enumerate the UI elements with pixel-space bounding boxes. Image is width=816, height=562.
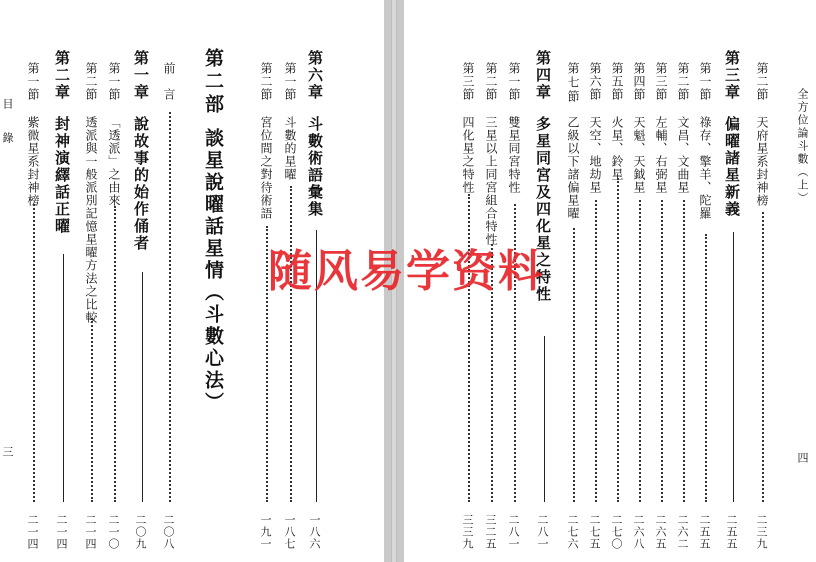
section-title: 透派與一般派別記憶星曜方法之比較 xyxy=(84,116,98,324)
page-ref: 一八七 xyxy=(283,514,296,550)
leader-dots xyxy=(114,206,116,502)
page-ref: 二五五 xyxy=(725,514,738,550)
page-ref: 二七〇 xyxy=(610,514,623,550)
left-page-number: 三 xyxy=(1,446,14,457)
section-label: 第四節 xyxy=(632,62,646,101)
leader-rule xyxy=(733,232,734,502)
toc-entry[interactable] xyxy=(27,0,43,562)
toc-entry[interactable] xyxy=(633,0,649,562)
section-title: 「透派」之由來 xyxy=(107,116,121,207)
chapter-title: 多星同宮及四化星之特性 xyxy=(534,116,552,303)
part-title: 談星說曜話星情（斗數心法） xyxy=(202,128,224,414)
watermark-text: 随风易学资料 xyxy=(268,246,544,297)
page-ref: 二〇九 xyxy=(134,514,147,550)
section-label: 第二節 xyxy=(755,62,769,101)
running-head-right: 全方位論斗數（上） xyxy=(796,88,809,205)
chapter-title: 封神演繹話正曜 xyxy=(53,116,71,235)
leader-dots xyxy=(169,112,171,502)
toc-entry[interactable] xyxy=(756,0,772,562)
toc-entry[interactable] xyxy=(589,0,605,562)
toc-entry[interactable] xyxy=(677,0,693,562)
leader-dots xyxy=(91,318,93,502)
section-title: 文昌、文曲星 xyxy=(676,116,690,194)
page-ref: 二一四 xyxy=(55,514,68,550)
section-label: 第二節 xyxy=(484,62,498,101)
toc-entry[interactable] xyxy=(724,0,744,562)
section-label: 第三節 xyxy=(654,62,668,101)
section-label: 第七節 xyxy=(566,62,580,104)
toc-entry[interactable] xyxy=(133,0,153,562)
chapter-label: 第二章 xyxy=(53,50,71,101)
section-title: 祿存、擎羊、陀羅 xyxy=(698,116,712,220)
toc-entry[interactable] xyxy=(108,0,124,562)
leader-dots xyxy=(290,186,292,502)
running-head-left-1: 目 xyxy=(1,98,14,111)
page-ref: 三二五 xyxy=(484,514,497,550)
section-title: 天魁、天鉞星 xyxy=(632,116,646,194)
section-title: 四化星之特性 xyxy=(461,116,475,194)
chapter-label: 第四章 xyxy=(534,50,552,101)
page-ref: 三三九 xyxy=(461,514,474,550)
leader-dots xyxy=(468,194,470,502)
section-label: 第三節 xyxy=(461,62,475,101)
section-title: 宮位間之對待術語 xyxy=(259,116,273,220)
page-ref: 二一四 xyxy=(84,514,97,550)
page-ref: 一八六 xyxy=(308,514,321,550)
page-ref: 二一四 xyxy=(26,514,39,550)
section-label: 第一節 xyxy=(283,62,297,101)
page-ref: 二六八 xyxy=(632,514,645,550)
page-ref: 一九一 xyxy=(259,514,272,550)
toc-entry[interactable] xyxy=(85,0,101,562)
section-label: 第二節 xyxy=(84,62,98,101)
page-ref: 二〇八 xyxy=(162,514,175,550)
leader-rule xyxy=(63,254,64,502)
page-ref: 二七五 xyxy=(588,514,601,550)
toc-entry[interactable] xyxy=(163,0,179,562)
section-title: 紫微星系封神榜 xyxy=(26,116,40,207)
page-ref: 二六二 xyxy=(676,514,689,550)
chapter-label: 第六章 xyxy=(306,50,324,101)
page-ref: 二三九 xyxy=(755,514,768,550)
section-label: 第一節 xyxy=(698,62,712,101)
section-title: 天空、地劫星 xyxy=(588,116,602,194)
leader-rule xyxy=(544,336,545,502)
page-ref: 二六五 xyxy=(654,514,667,550)
chapter-label: 第三章 xyxy=(723,50,741,101)
leader-dots xyxy=(33,204,35,502)
leader-rule xyxy=(142,272,143,502)
chapter-title: 斗數術語彙集 xyxy=(306,116,324,218)
leader-dots xyxy=(639,200,641,502)
page-ref: 二八一 xyxy=(536,514,549,550)
section-label: 第五節 xyxy=(610,62,624,101)
section-title: 斗數的星曜 xyxy=(283,116,297,181)
right-page-number: 四 xyxy=(796,452,809,463)
chapter-title: 偏曜諸星新義 xyxy=(723,116,741,218)
page-ref: 二八一 xyxy=(507,514,520,550)
section-title: 火星、鈴星 xyxy=(610,116,624,181)
page-ref: 二一〇 xyxy=(107,514,120,550)
page-ref: 二五五 xyxy=(698,514,711,550)
section-label: 第一節 xyxy=(26,62,40,101)
running-head-left-2: 錄 xyxy=(1,132,14,145)
leader-dots xyxy=(683,200,685,502)
chapter-label: 第一章 xyxy=(132,50,150,101)
section-label: 第二節 xyxy=(676,62,690,101)
section-label: 第一節 xyxy=(507,62,521,101)
preface-label: 前 言 xyxy=(162,62,176,101)
section-label: 第二節 xyxy=(259,62,273,101)
leader-dots xyxy=(573,228,575,502)
part-label: 第二部 xyxy=(202,48,224,117)
section-title: 左輔、右弼星 xyxy=(654,116,668,194)
section-label: 第六節 xyxy=(588,62,602,101)
toc-entry[interactable] xyxy=(611,0,627,562)
leader-dots xyxy=(661,200,663,502)
section-title: 乙級以下諸偏星曜 xyxy=(566,116,580,220)
page-ref: 二七六 xyxy=(566,514,579,550)
toc-part xyxy=(203,0,229,562)
chapter-title: 說故事的始作俑者 xyxy=(132,116,150,252)
toc-entry[interactable] xyxy=(699,0,715,562)
leader-dots xyxy=(617,178,619,502)
leader-dots xyxy=(762,212,764,502)
section-title: 天府星系封神榜 xyxy=(755,116,769,207)
toc-entry[interactable] xyxy=(567,0,583,562)
toc-entry[interactable] xyxy=(655,0,671,562)
leader-dots xyxy=(705,234,707,502)
leader-dots xyxy=(595,200,597,502)
section-label: 第一節 xyxy=(107,62,121,101)
section-title: 雙星同宮特性 xyxy=(507,116,521,194)
section-title: 三星以上同宮組合特性 xyxy=(484,116,498,246)
toc-entry[interactable] xyxy=(54,0,74,562)
